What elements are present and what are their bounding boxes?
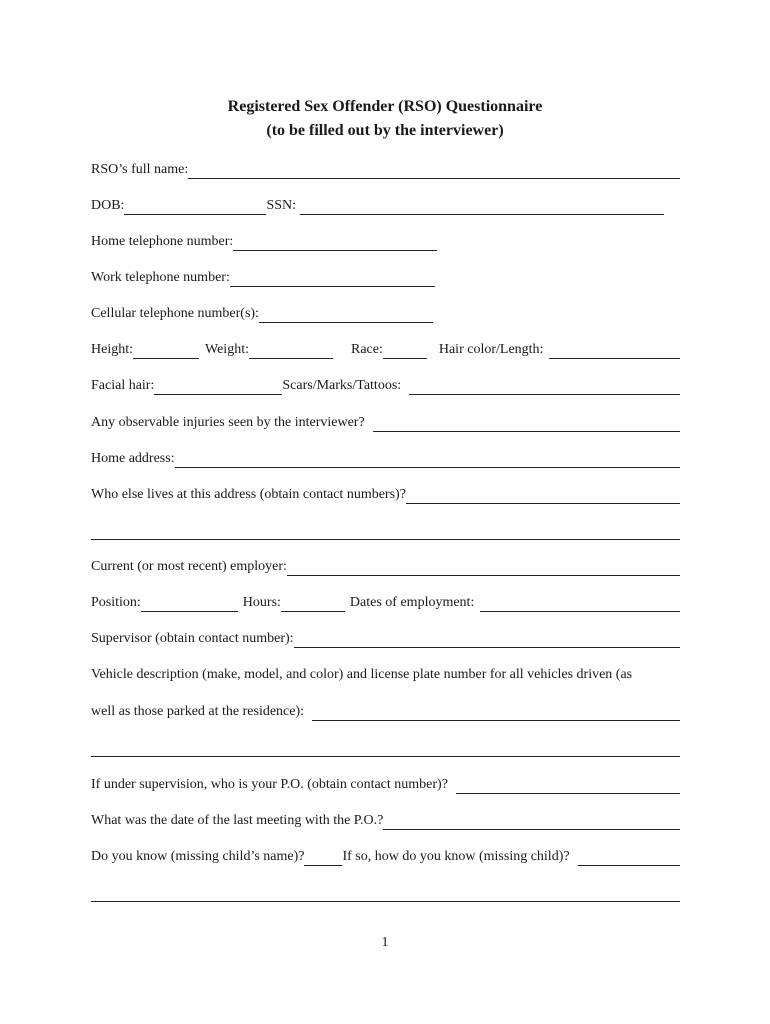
supervisor-field[interactable] [294,631,680,648]
cell-phone-label: Cellular telephone number(s): [91,306,259,321]
scars-label: Scars/Marks/Tattoos: [282,378,402,393]
know-child-label: Do you know (missing child’s name)? [91,849,305,864]
row-vehicle-residence [91,699,680,721]
hair-label: Hair color/Length: [438,342,544,357]
row-supervisor [91,626,680,648]
facial-hair-label: Facial hair: [91,378,155,393]
title-subtitle: (to be filled out by the interviewer) [266,122,504,139]
row-home-address [91,446,680,468]
who-else-label: Who else lives at this address (obtain contact numbers)? [91,487,406,502]
how-know-label: If so, how do you know (missing child)? [342,849,570,864]
vehicle-label: Vehicle description (make, model, and color) and license plate number for all vehicles driven (as [91,667,633,682]
race-label: Race: [350,342,383,357]
hair-field[interactable] [549,342,680,359]
height-field[interactable] [133,342,199,359]
race-field[interactable] [383,342,427,359]
weight-label: Weight: [205,342,249,357]
row-who-else [91,482,680,504]
position-label: Position: [91,595,141,610]
row-po [91,772,680,794]
home-phone-label: Home telephone number: [91,234,234,249]
missing-child-continuation-line[interactable] [91,901,680,902]
row-cell-phone [91,301,680,323]
supervisor-label: Supervisor (obtain contact number): [91,631,294,646]
vehicle-continuation-line[interactable] [91,756,680,757]
weight-field[interactable] [249,342,333,359]
scars-field[interactable] [409,378,680,395]
row-dob-ssn [91,193,680,215]
last-meeting-label: What was the date of the last meeting with the P.O.? [91,813,384,828]
work-phone-field[interactable] [230,270,435,287]
facial-hair-field[interactable] [154,378,282,395]
injuries-field[interactable] [373,415,680,432]
full-name-label: RSO’s full name: [91,162,189,177]
row-facial-scars [91,373,680,395]
how-know-field[interactable] [578,849,680,866]
employer-label: Current (or most recent) employer: [91,559,287,574]
form-title [0,95,770,143]
title-line-1: Registered Sex Offender (RSO) Questionnaire [227,98,543,115]
home-address-label: Home address: [91,451,175,466]
page-number: 1 [381,935,389,950]
dates-employment-field[interactable] [480,595,680,612]
full-name-field[interactable] [188,162,680,179]
home-address-field[interactable] [175,451,680,468]
work-phone-label: Work telephone number: [91,270,230,285]
dates-employment-label: Dates of employment: [349,595,475,610]
row-vehicle-description [91,662,680,684]
vehicle-label-continued: well as those parked at the residence): [91,704,305,719]
hours-field[interactable] [281,595,345,612]
row-position [91,590,680,612]
row-full-name [91,157,680,179]
who-else-field[interactable] [406,487,680,504]
vehicle-field[interactable] [312,704,680,721]
employer-field[interactable] [287,559,680,576]
position-field[interactable] [141,595,238,612]
who-else-continuation-line[interactable] [91,539,680,540]
know-child-field[interactable] [304,849,342,866]
height-label: Height: [91,342,133,357]
row-last-meeting [91,808,680,830]
row-employer [91,554,680,576]
home-phone-field[interactable] [233,234,437,251]
po-label: If under supervision, who is your P.O. (obtain contact number)? [91,777,448,792]
hours-label: Hours: [242,595,281,610]
po-field[interactable] [456,777,680,794]
cell-phone-field[interactable] [259,306,433,323]
last-meeting-field[interactable] [383,813,680,830]
dob-label: DOB: [91,198,125,213]
row-physical [91,337,680,359]
row-work-phone [91,265,680,287]
row-injuries [91,410,680,432]
row-missing-child [91,844,680,866]
dob-field[interactable] [124,198,266,215]
row-home-phone [91,229,680,251]
ssn-field[interactable] [300,198,664,215]
ssn-label: SSN: [266,198,297,213]
injuries-label: Any observable injuries seen by the interviewer? [91,415,365,430]
